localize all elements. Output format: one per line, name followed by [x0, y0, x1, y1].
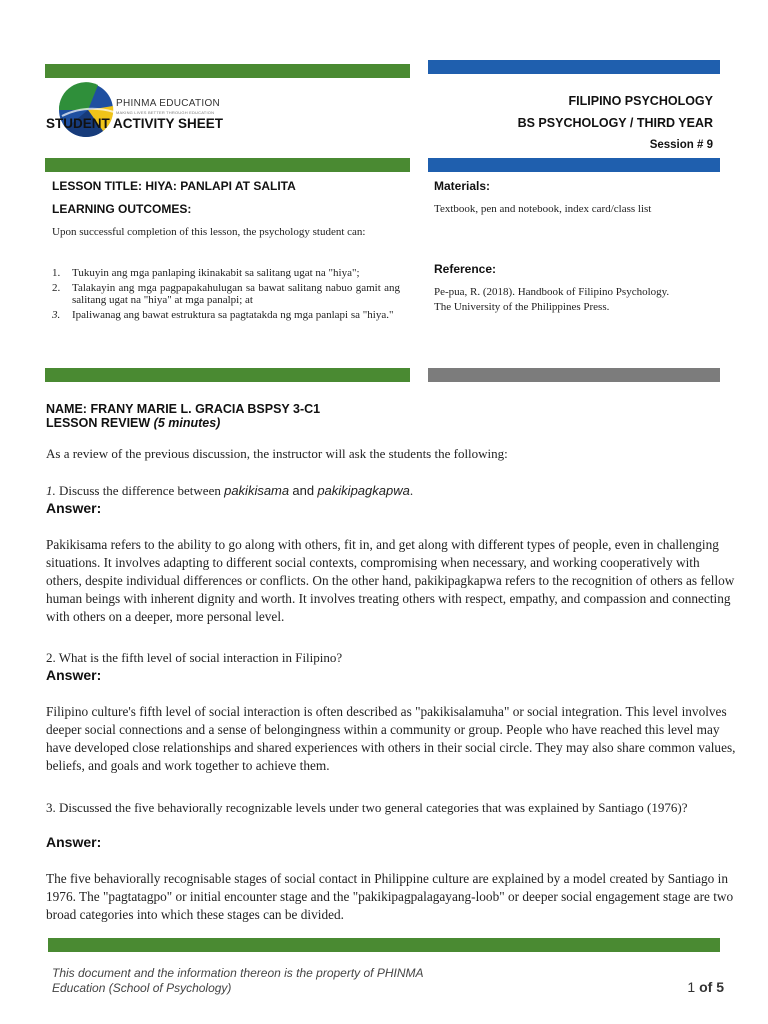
- page-total: of 5: [699, 979, 724, 995]
- outcome-item: 1. Tukuyin ang mga panlaping ikinakabit sa salitang ugat na "hiya";: [52, 267, 360, 279]
- reference-text: Pe-pua, R. (2018). Handbook of Filipino Psychology. The University of the Philippines Press.: [434, 286, 670, 313]
- question-1: 1. Discuss the difference between pakikisama and pakikipagkapwa.: [46, 483, 414, 498]
- program-title: BS PSYCHOLOGY / THIRD YEAR: [517, 116, 713, 130]
- header-bar-blue: [428, 60, 720, 74]
- page-current: 1: [687, 979, 696, 995]
- question-number: 3.: [46, 800, 56, 815]
- section-bar-gray: [428, 368, 720, 382]
- answer-label: Answer:: [46, 834, 102, 850]
- lesson-bar-green: [45, 158, 410, 172]
- answer-label: Answer:: [46, 667, 102, 683]
- lesson-bar-blue: [428, 158, 720, 172]
- question-3: 3. Discussed the five behaviorally recognizable levels under two general categories that was explained by Santiago (1976)?: [46, 800, 688, 815]
- outcomes-intro: Upon successful completion of this lesson, the psychology student can:: [52, 226, 366, 238]
- header-bar-green: [45, 64, 410, 78]
- answer-label: Answer:: [46, 500, 102, 516]
- logo-tagline: MAKING LIVES BETTER THROUGH EDUCATION: [116, 110, 215, 115]
- outcome-item: 2. Talakayin ang mga pagpapakahulugan sa bawat salitang nabuo gamit ang salitang ugat na "hiya" at mga panalpi; at: [52, 281, 400, 306]
- answer-2: Filipino culture's fifth level of social interaction is often described as "pakikisalamuha" or social integration. This level involves deeper social connections and a sense of belongingness within a community or group. People who have reached this level may have developed close relationships and shared experiences with others in their social circle. They may also share common values, beliefs, and goals and work together to achieve them.: [46, 704, 736, 773]
- learning-outcomes-heading: LEARNING OUTCOMES:: [52, 202, 192, 216]
- question-number: 2.: [46, 650, 56, 665]
- learning-outcomes-list: [52, 267, 400, 323]
- section-bar-green: [45, 368, 410, 382]
- question-number: 1.: [46, 483, 56, 498]
- lesson-review-heading: [46, 416, 220, 430]
- student-name: NAME: FRANY MARIE L. GRACIA BSPSY 3-C1: [46, 402, 321, 416]
- materials-text: Textbook, pen and notebook, index card/class list: [434, 203, 652, 215]
- session-number: Session # 9: [649, 139, 713, 151]
- materials-heading: Materials:: [434, 179, 491, 193]
- logo-text: PHINMA EDUCATION: [116, 98, 221, 109]
- lesson-title: LESSON TITLE: HIYA: PANLAPI AT SALITA: [52, 179, 296, 193]
- course-title: FILIPINO PSYCHOLOGY: [568, 94, 713, 108]
- reference-heading: Reference:: [434, 262, 497, 276]
- answer-3: The five behaviorally recognisable stages of social contact in Philippine culture are explained by a model created by Santiago in 1976. The "pagtatagpo" or initial encounter stage and the "pakikipagpalagayang-loob" or deeper social engagement stage are two broad categories into which these stages can be divided.: [46, 871, 734, 922]
- question-2: 2. What is the fifth level of social interaction in Filipino?: [46, 650, 343, 665]
- outcome-item: 3. Ipaliwanag ang bawat estruktura sa pagtatakda ng mga panlapi sa "hiya.": [52, 308, 394, 321]
- sheet-title: STUDENT ACTIVITY SHEET: [46, 116, 224, 131]
- page-number: [687, 979, 724, 995]
- review-intro: As a review of the previous discussion, the instructor will ask the students the following:: [46, 446, 508, 461]
- lesson-review-time: (5 minutes): [153, 416, 221, 430]
- footer-bar-green: [48, 938, 720, 952]
- answer-1: Pakikisama refers to the ability to go along with others, fit in, and get along with different types of people, even in challenging situations. It involves adapting to different social contexts, compromising when necessary, and working cooperatively with others, despite individual differences or conflicts. On the other hand, pakikipagkapwa refers to the recognition of others as fellow human beings with inherent dignity and worth. It involves treating others with respect, empathy, and compassion and connecting with others on a deeper, more personal level.: [46, 537, 735, 624]
- lesson-review-label: LESSON REVIEW: [46, 416, 151, 430]
- footer-note: This document and the information thereon is the property of PHINMA Education (School of Psychology): [52, 966, 424, 995]
